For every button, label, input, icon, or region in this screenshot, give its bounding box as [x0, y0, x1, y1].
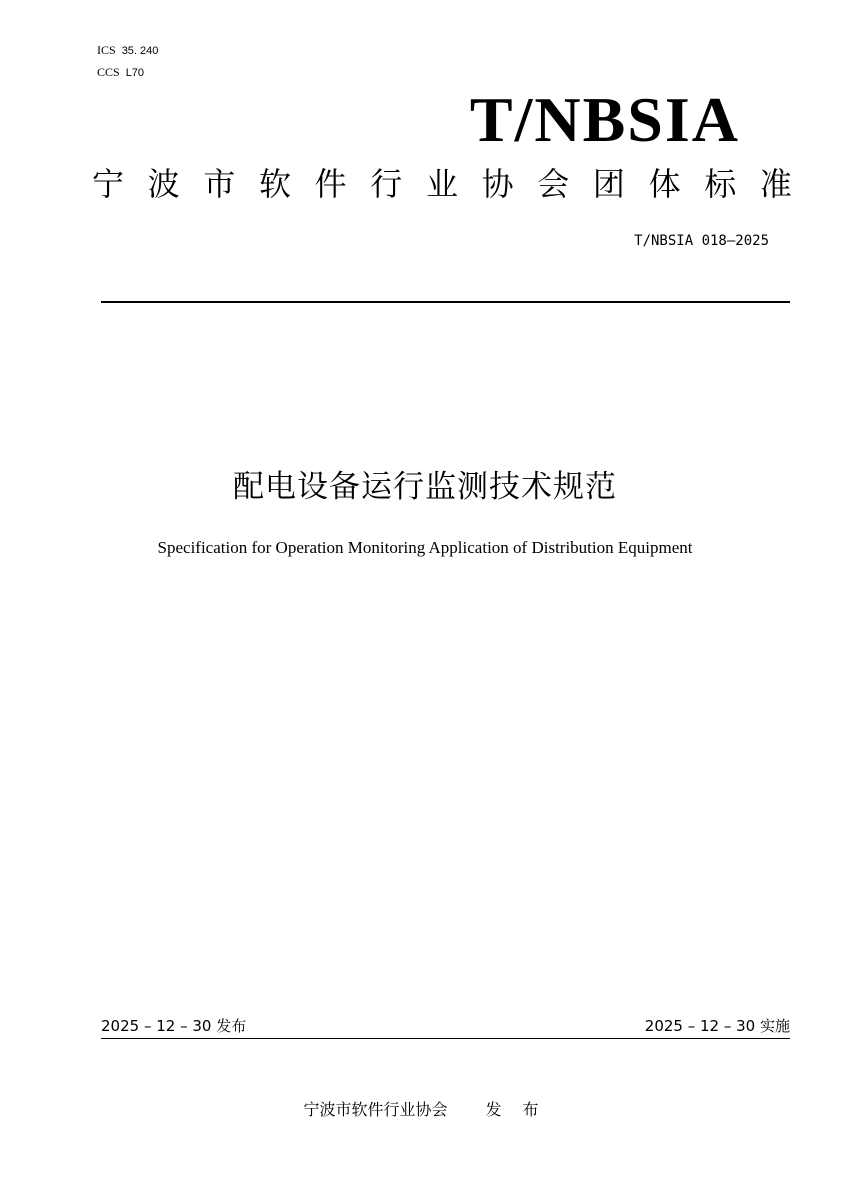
org-title-char: 业 — [425, 165, 458, 203]
implementation-date: 2025 – 12 – 30 实施 — [644, 1017, 790, 1035]
org-title-char: 标 — [704, 165, 737, 203]
org-title-char: 协 — [481, 165, 514, 203]
document-title-english: Specification for Operation Monitoring Application of Distribution Equipment — [157, 538, 693, 557]
organization-code: T/NBSIA — [469, 84, 740, 155]
org-title-char: 团 — [592, 165, 625, 203]
ics-value: 35. 240 — [121, 45, 159, 57]
org-title-char: 市 — [203, 165, 236, 203]
ccs-label: CCS — [97, 65, 120, 79]
issuer-statement — [0, 1099, 850, 1121]
org-title-char: 波 — [147, 165, 180, 203]
top-divider — [101, 301, 790, 303]
org-title-char: 准 — [759, 165, 792, 203]
bottom-divider — [101, 1038, 790, 1039]
ccs-code — [97, 65, 144, 80]
org-title-char: 行 — [370, 165, 403, 203]
org-title-char: 件 — [314, 165, 347, 203]
org-title-char: 宁 — [92, 165, 125, 203]
document-title-chinese: 配电设备运行监测技术规范 — [233, 469, 617, 505]
organization-standard-title — [92, 164, 792, 204]
publish-date: 2025 – 12 – 30 发布 — [101, 1017, 247, 1035]
org-title-char: 会 — [537, 165, 570, 203]
ccs-value: L70 — [125, 67, 145, 79]
issue-word: 发 布 — [485, 1100, 547, 1119]
org-title-char: 软 — [258, 165, 291, 203]
org-title-char: 体 — [648, 165, 681, 203]
ics-label: ICS — [97, 43, 116, 57]
ics-code — [97, 43, 158, 58]
issuer-name: 宁波市软件行业协会 — [303, 1100, 448, 1119]
standard-number: T/NBSIA 018—2025 — [634, 233, 769, 249]
